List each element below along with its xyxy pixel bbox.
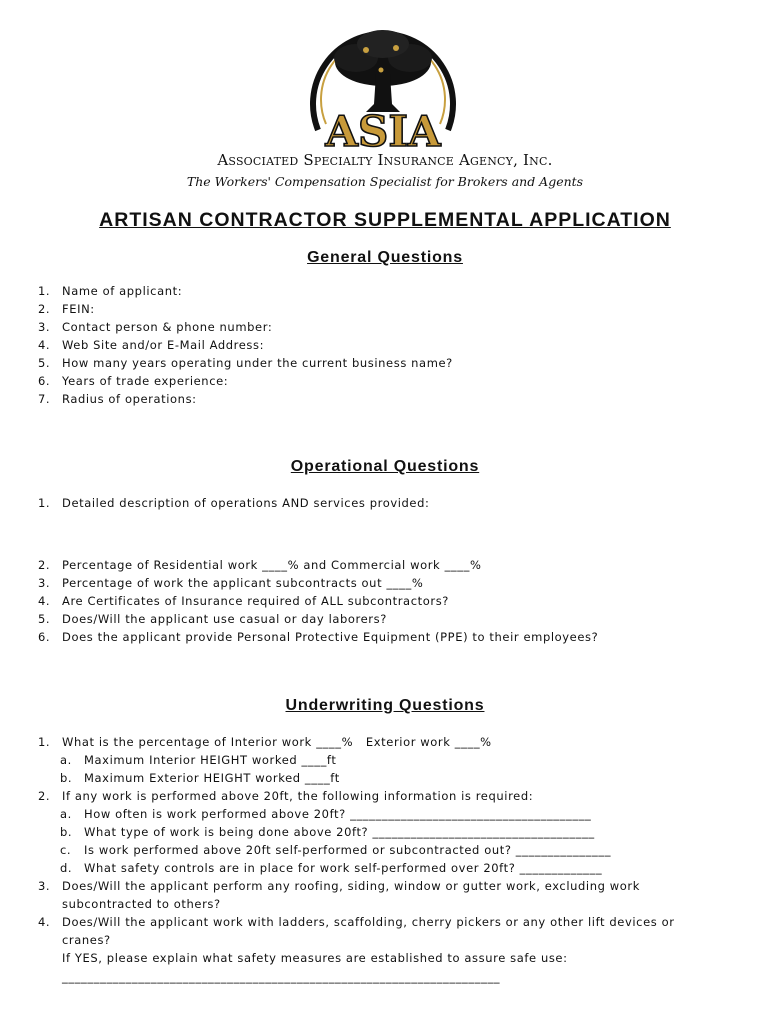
item-text: FEIN:: [62, 302, 95, 316]
list-item: [38, 787, 750, 805]
item-text: Name of applicant:: [62, 284, 183, 298]
list-item: [38, 574, 750, 592]
asia-logo: [296, 12, 470, 154]
item-text: What is the percentage of Interior work ____% Exterior work ____%: [62, 735, 492, 749]
list-item: [38, 372, 750, 390]
item-text: Does/Will the applicant perform any roofing, siding, window or gutter work, excluding work subcontracted to others?: [62, 879, 640, 911]
item-text: Years of trade experience:: [62, 374, 229, 388]
item-text: Does/Will the applicant use casual or day laborers?: [62, 612, 387, 626]
item-number: 5.: [38, 356, 51, 370]
sub-item-text: Is work performed above 20ft self-performed or subcontracted out? _______________: [84, 843, 612, 857]
list-item: [38, 877, 662, 913]
underwriting-questions-list: [38, 733, 750, 967]
item-text: Contact person & phone number:: [62, 320, 273, 334]
list-item: [38, 859, 750, 877]
item-number: 7.: [38, 392, 51, 406]
item-number: 3.: [38, 320, 51, 334]
sub-item-letter: a.: [60, 807, 72, 821]
sub-item-letter: b.: [60, 825, 73, 839]
item-number: 2.: [38, 789, 51, 803]
list-item: [38, 390, 750, 408]
list-item: [38, 336, 750, 354]
item-number: 6.: [38, 630, 51, 644]
list-item: [38, 556, 750, 574]
document-title: ARTISAN CONTRACTOR SUPPLEMENTAL APPLICATION: [99, 209, 671, 231]
tagline: The Workers' Compensation Specialist for Brokers and Agents: [186, 174, 584, 189]
list-item: [38, 318, 750, 336]
list-item: [38, 751, 750, 769]
item-number: 5.: [38, 612, 51, 626]
operational-questions-heading: Operational Questions: [290, 458, 480, 475]
list-item: [38, 300, 750, 318]
list-item: [38, 823, 750, 841]
list-item: [38, 805, 750, 823]
item-text: If any work is performed above 20ft, the following information is required:: [62, 789, 534, 803]
item-number: 4.: [38, 338, 51, 352]
list-item: [38, 354, 750, 372]
list-item: [38, 628, 750, 646]
item-number: 3.: [38, 576, 51, 590]
item-number: 3.: [38, 879, 51, 893]
list-item: [38, 841, 750, 859]
sub-item-text: Maximum Exterior HEIGHT worked ____ft: [84, 771, 340, 785]
item-number: 4.: [38, 915, 51, 929]
item-text: Radius of operations:: [62, 392, 197, 406]
followup-text: If YES, please explain what safety measures are established to assure safe use:: [62, 951, 568, 965]
underwriting-questions-heading: Underwriting Questions: [285, 697, 485, 714]
item-text: Detailed description of operations AND services provided:: [62, 496, 430, 510]
operational-questions-list-a: [38, 494, 750, 512]
item-text: Does the applicant provide Personal Protective Equipment (PPE) to their employees?: [62, 630, 599, 644]
item-number: 1.: [38, 496, 51, 510]
item-number: 2.: [38, 302, 51, 316]
item-text: How many years operating under the current business name?: [62, 356, 453, 370]
list-item: [38, 592, 750, 610]
logo-wordmark: ASIA: [325, 107, 441, 154]
item-number: 6.: [38, 374, 51, 388]
list-item: [38, 769, 750, 787]
item-number: 4.: [38, 594, 51, 608]
item-text: Are Certificates of Insurance required of ALL subcontractors?: [62, 594, 449, 608]
item-text: Web Site and/or E-Mail Address:: [62, 338, 265, 352]
list-item: [38, 913, 702, 949]
sub-item-text: What safety controls are in place for work self-performed over 20ft? _____________: [84, 861, 603, 875]
item-text: Does/Will the applicant work with ladders, scaffolding, cherry pickers or any other lift devices or cranes?: [62, 915, 675, 947]
item-text: Percentage of Residential work ____% and Commercial work ____%: [62, 558, 482, 572]
general-questions-heading: General Questions: [307, 249, 463, 266]
operational-questions-list-b: [38, 556, 750, 646]
item-number: 1.: [38, 284, 51, 298]
list-item: [38, 733, 750, 751]
list-item: [38, 494, 750, 512]
list-item: [38, 610, 750, 628]
item-number: 2.: [38, 558, 51, 572]
sub-item-text: Maximum Interior HEIGHT worked ____ft: [84, 753, 337, 767]
sub-item-letter: c.: [60, 843, 72, 857]
agency-name-text: Associated Specialty Insurance Agency, Inc.: [217, 151, 553, 169]
agency-name: [0, 151, 770, 169]
sub-item-text: What type of work is being done above 20ft? ___________________________________: [84, 825, 595, 839]
general-questions-list: [38, 282, 750, 408]
sub-item-letter: a.: [60, 753, 72, 767]
item-number: 1.: [38, 735, 51, 749]
list-item: [38, 949, 750, 967]
sub-item-letter: d.: [60, 861, 73, 875]
list-item: [38, 282, 750, 300]
sub-item-text: How often is work performed above 20ft? ______________________________________: [84, 807, 592, 821]
answer-line[interactable]: _____________________________________________________________________: [62, 970, 501, 984]
sub-item-letter: b.: [60, 771, 73, 785]
item-text: Percentage of work the applicant subcontracts out ____%: [62, 576, 424, 590]
